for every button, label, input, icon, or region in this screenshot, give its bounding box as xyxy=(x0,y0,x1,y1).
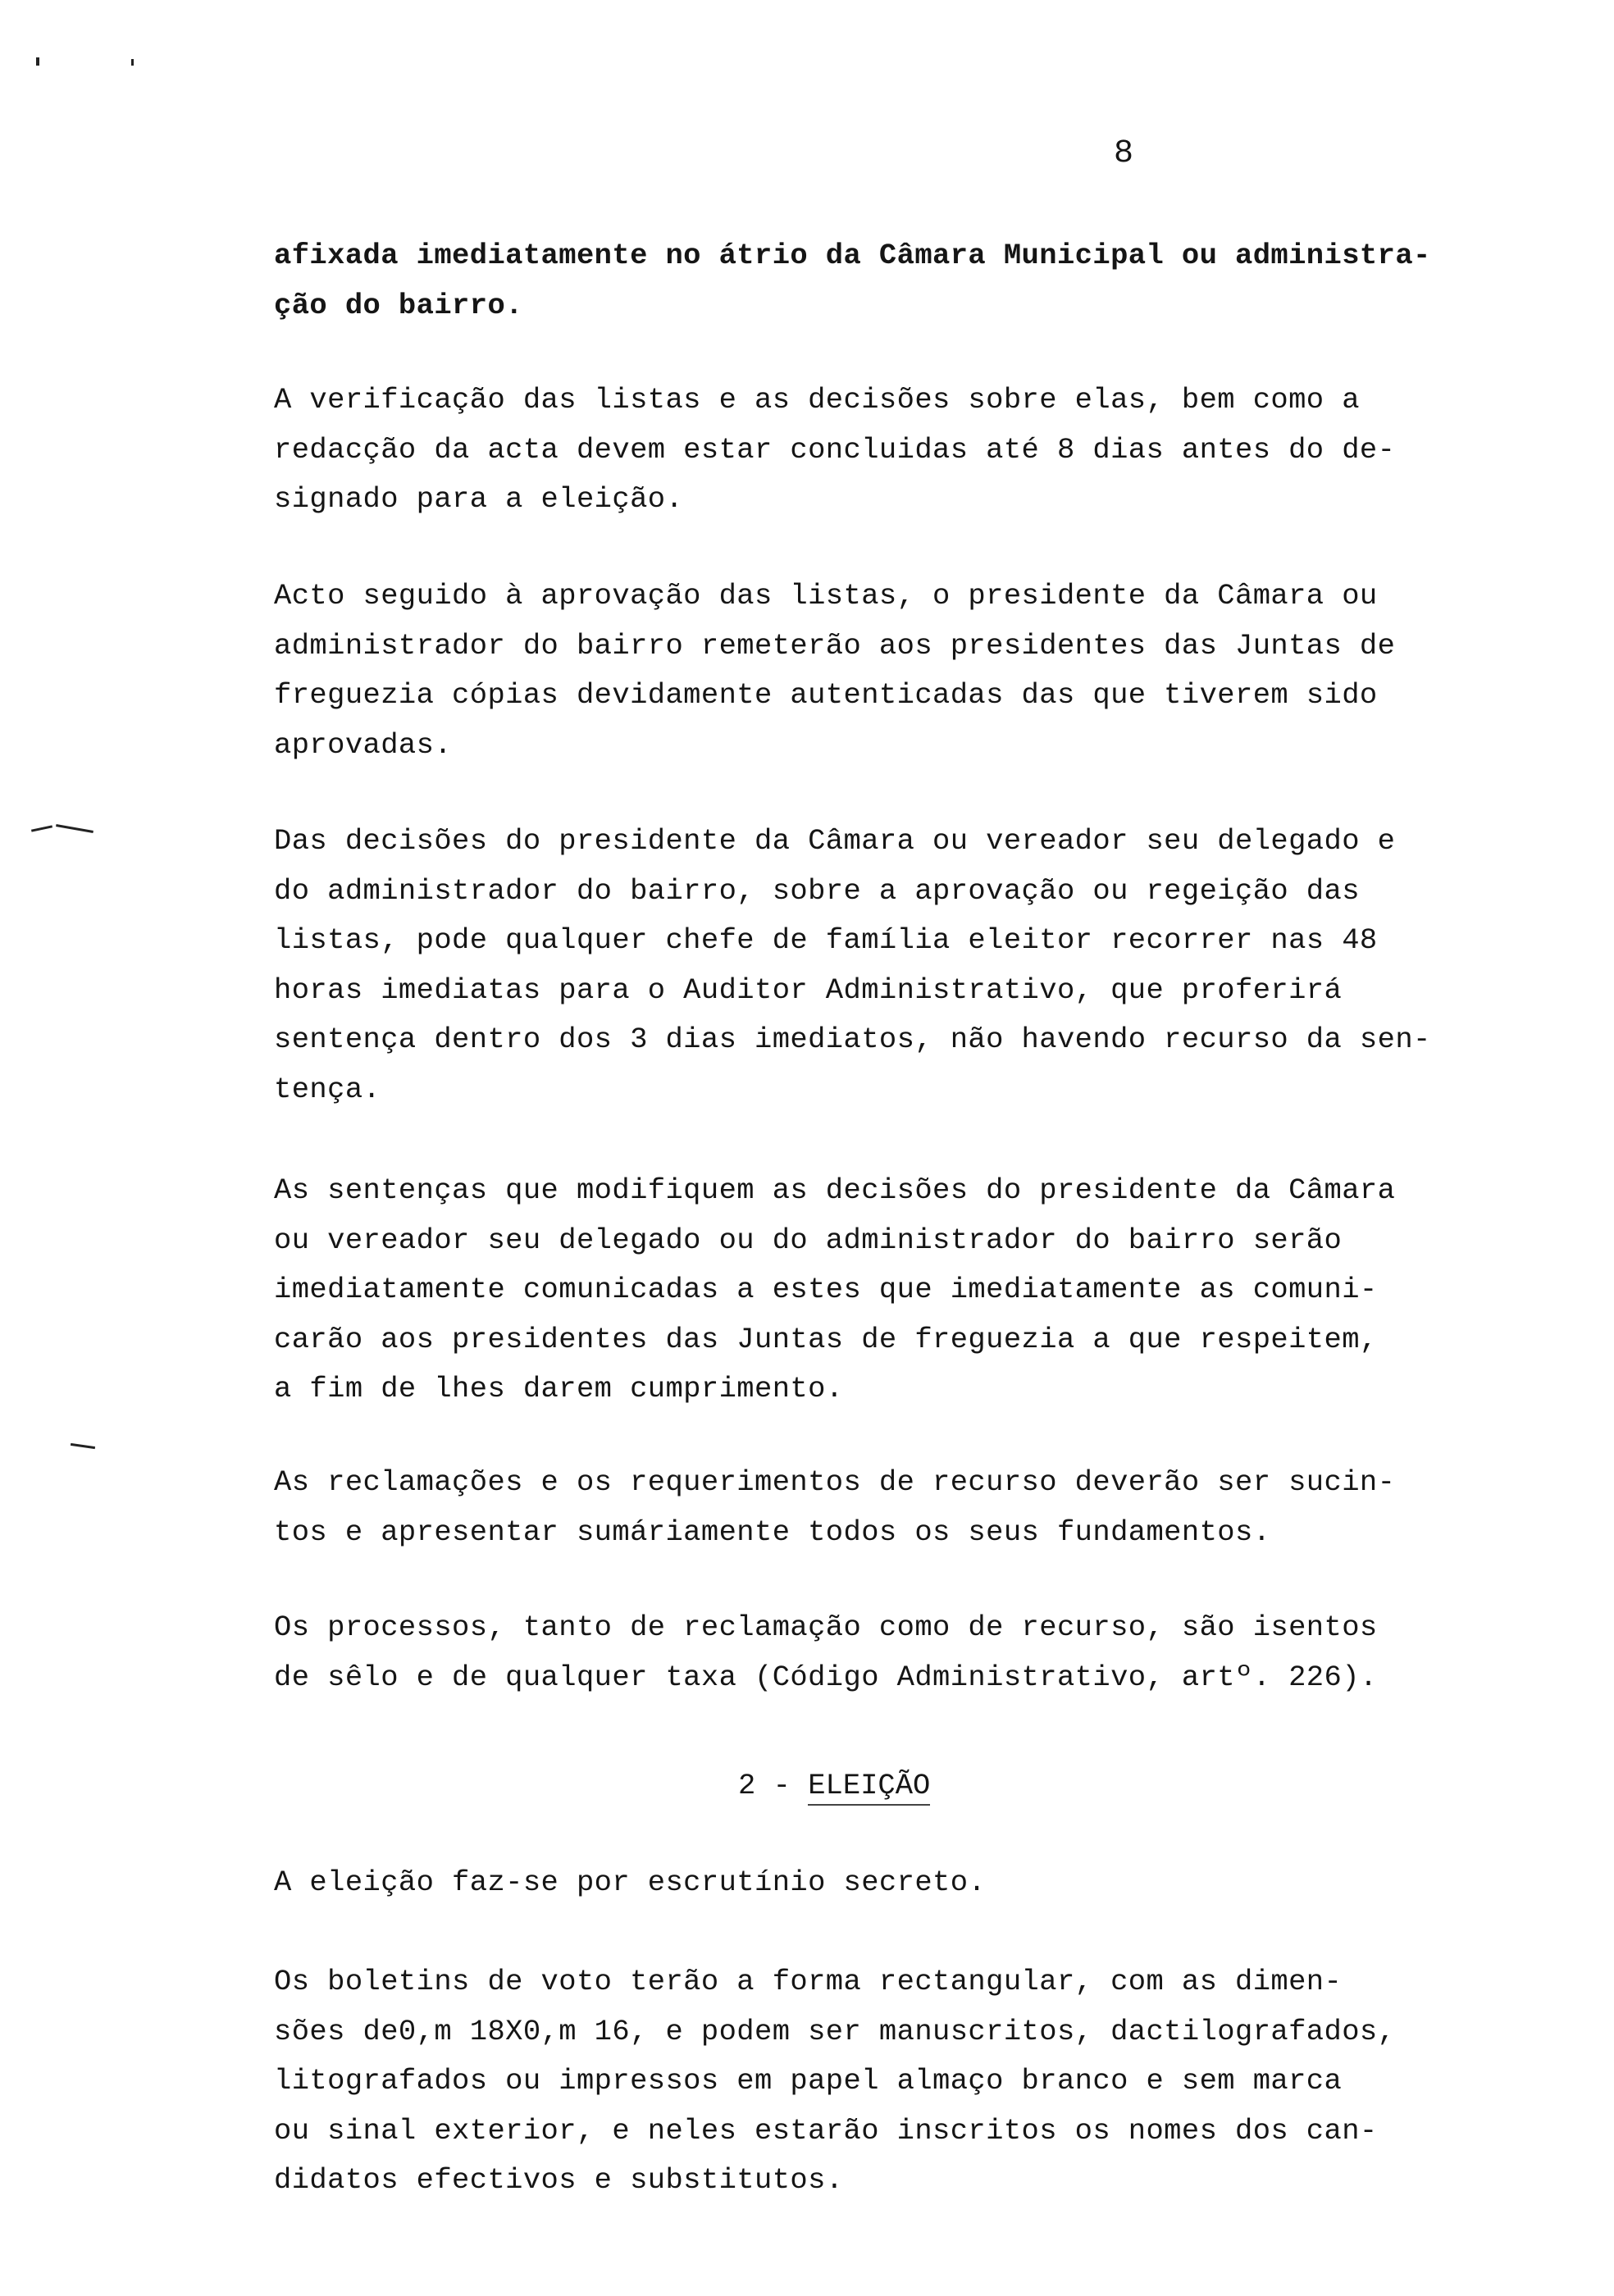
paragraph-decisoes-recurso: Das decisões do presidente da Câmara ou vereador seu delegado e do administrador do bairro, sobre a aprovação ou regeição das listas, pode qualquer chefe de família eleitor recorrer nas 48 horas imediatas para o Auditor Administrativo, que proferirá sentença dentro dos 3 dias imediatos, não havendo recurso da sen- tença. xyxy=(274,824,1431,1106)
paragraph-reclamacoes: As reclamações e os requerimentos de recurso deverão ser sucin- tos e apresentar sumáriamente todos os seus fundamentos. xyxy=(274,1465,1396,1549)
paragraph-escrutinio: A eleição faz-se por escrutínio secreto. xyxy=(274,1866,987,1899)
section-number: 2 - xyxy=(738,1769,809,1802)
margin-mark-2 xyxy=(131,59,134,66)
paragraph-sentencas: As sentenças que modifiquem as decisões do presidente da Câmara ou vereador seu delegado ou do administrador do bairro serão imediatamente comunicadas a estes que imediatamente as comuni- carão aos presidentes das Juntas de freguezia a que respeitem, a fim de lhes darem cumprimento. xyxy=(274,1173,1396,1405)
paragraph-processos: Os processos, tanto de reclamação como de recurso, são isentos de sêlo e de qualquer taxa (Código Administrativo, artº. 226). xyxy=(274,1610,1378,1694)
page-number: 8 xyxy=(1114,135,1134,172)
margin-mark-4 xyxy=(56,824,93,833)
section-title: ELEIÇÃO xyxy=(808,1768,930,1806)
margin-mark-5 xyxy=(71,1443,95,1449)
paragraph-acto-seguido: Acto seguido à aprovação das listas, o presidente da Câmara ou administrador do bairro remeterão aos presidentes das Juntas de freguezia cópias devidamente autenticadas das que tiverem sido aprovadas. xyxy=(274,579,1396,762)
margin-mark-3 xyxy=(31,825,52,831)
paragraph-afixada: afixada imediatamente no átrio da Câmara Municipal ou administra- ção do bairro. xyxy=(274,239,1431,322)
section-heading xyxy=(738,1761,930,1811)
paragraph-boletins: Os boletins de voto terão a forma rectangular, com as dimen- sões de0,m 18X0,m 16, e podem ser manuscritos, dactilografados, litografados ou impressos em papel almaço branco e sem marca ou sinal exterior, e neles estarão inscritos os nomes dos can- didatos efectivos e substitutos. xyxy=(274,1965,1396,2197)
margin-mark-1 xyxy=(36,57,39,66)
paragraph-verificacao: A verificação das listas e as decisões sobre elas, bem como a redacção da acta devem estar concluidas até 8 dias antes do de- signado para a eleição. xyxy=(274,383,1396,516)
